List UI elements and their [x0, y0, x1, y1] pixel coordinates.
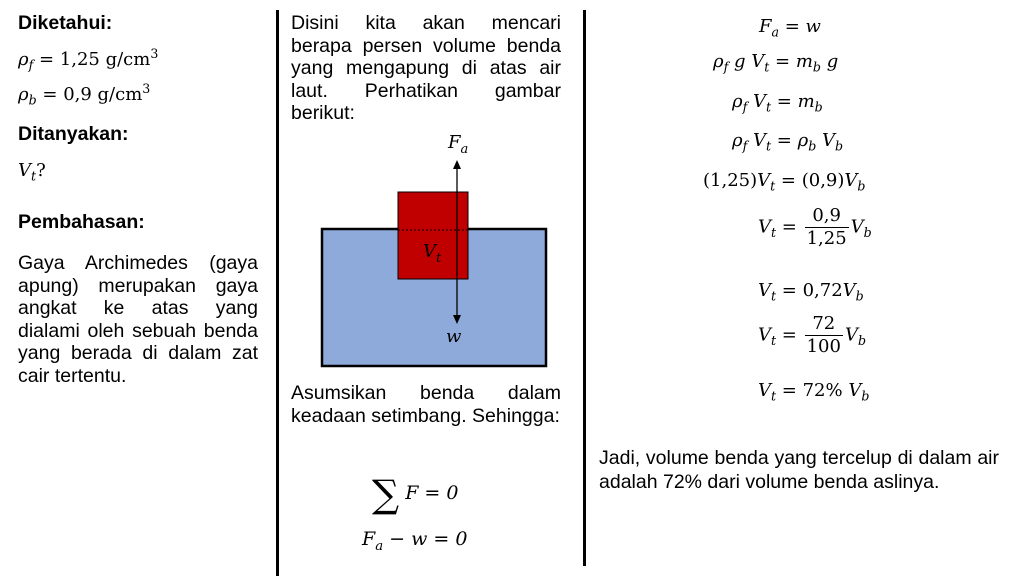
eq-fraction-2: $V_t$ = $\frac{72}{100}$ $V_b$ — [758, 313, 867, 357]
given-heading: Diketahui: — [18, 12, 113, 34]
fraction-09-125 — [805, 206, 849, 249]
rho-b-value: 0,9 g/cm — [63, 84, 143, 105]
given-rho-f: $\rho_f = 1,25$ $g/cm^3$ — [18, 46, 159, 73]
archimedes-paragraph: Gaya Archimedes (gaya apung) merupakan gaya angkat ke atas yang dialami oleh sebuah benda yang berada di dalam zat cair tertentu. — [18, 252, 258, 387]
buoyancy-diagram — [310, 130, 560, 370]
conclusion-paragraph: Jadi, volume benda yang tercelup di dalam air adalah 72% dari volume benda aslinya. — [599, 447, 999, 493]
asked-heading: Ditanyakan: — [18, 123, 129, 145]
asked-vt: $V_t$? — [18, 160, 46, 184]
intro-paragraph: Disini kita akan mencari berapa persen volume benda yang mengapung di atas air laut. Perhatikan gambar berikut: — [291, 12, 561, 124]
label-w: w — [446, 326, 462, 347]
eq-fraction-1: $V_t$ = $\frac{0,9}{1,25}$ $V_b$ — [758, 205, 872, 249]
eq-sum-force: ∑ F = 0 — [372, 472, 459, 516]
eq-rho-vt-mb: $\rho_f$ $V_t = m_b$ — [732, 91, 823, 115]
frac1-denominator: 1,25 — [806, 228, 847, 249]
eq-numeric: $(1,25)V_t = (0,9)V_b$ — [703, 170, 866, 194]
asked-value: ? — [36, 160, 46, 181]
eq-balance: $F_a - w = 0$ — [362, 528, 468, 554]
eq-numeric-rhs: (0,9) — [801, 170, 845, 191]
assumption-paragraph: Asumsikan benda dalam keadaan setimbang. Sehingga: — [291, 382, 561, 427]
eq-percent: $V_t = 72\%$ $V_b$ — [758, 380, 870, 404]
eq-072: $V_t = 0,72V_b$ — [758, 280, 864, 304]
buoyant-arrow-head — [453, 160, 461, 169]
eq-sum-text: F = 0 — [405, 482, 459, 504]
label-fa: $F_a$ — [448, 132, 469, 157]
given-rho-b: $\rho_b = 0,9$ $g/cm^3$ — [18, 81, 151, 108]
frac1-numerator: 0,9 — [805, 206, 849, 228]
eq-balance-text: − w = 0 — [389, 528, 468, 550]
column-divider-right — [583, 10, 586, 566]
column-divider-left — [276, 10, 279, 576]
fraction-72-100 — [805, 314, 843, 357]
frac2-denominator: 100 — [806, 336, 841, 357]
eq-rho-g-vt: $\rho_f$ g $V_t = m_b$ g — [713, 51, 839, 75]
discussion-heading: Pembahasan: — [18, 211, 145, 233]
eq-072-value: 0,72 — [802, 280, 843, 301]
eq-percent-value: 72% — [802, 380, 843, 401]
label-vt: $V_t$ — [423, 241, 442, 266]
eq-numeric-coef: (1,25) — [703, 170, 758, 191]
eq-fa-w: $F_a = w$ — [759, 16, 821, 40]
rho-f-value: 1,25 g/cm — [59, 49, 151, 70]
left-column — [18, 12, 258, 387]
frac2-numerator: 72 — [805, 314, 843, 336]
eq-rho-vt-rho-vb: $\rho_f$ $V_t = \rho_b$ $V_b$ — [732, 130, 844, 154]
